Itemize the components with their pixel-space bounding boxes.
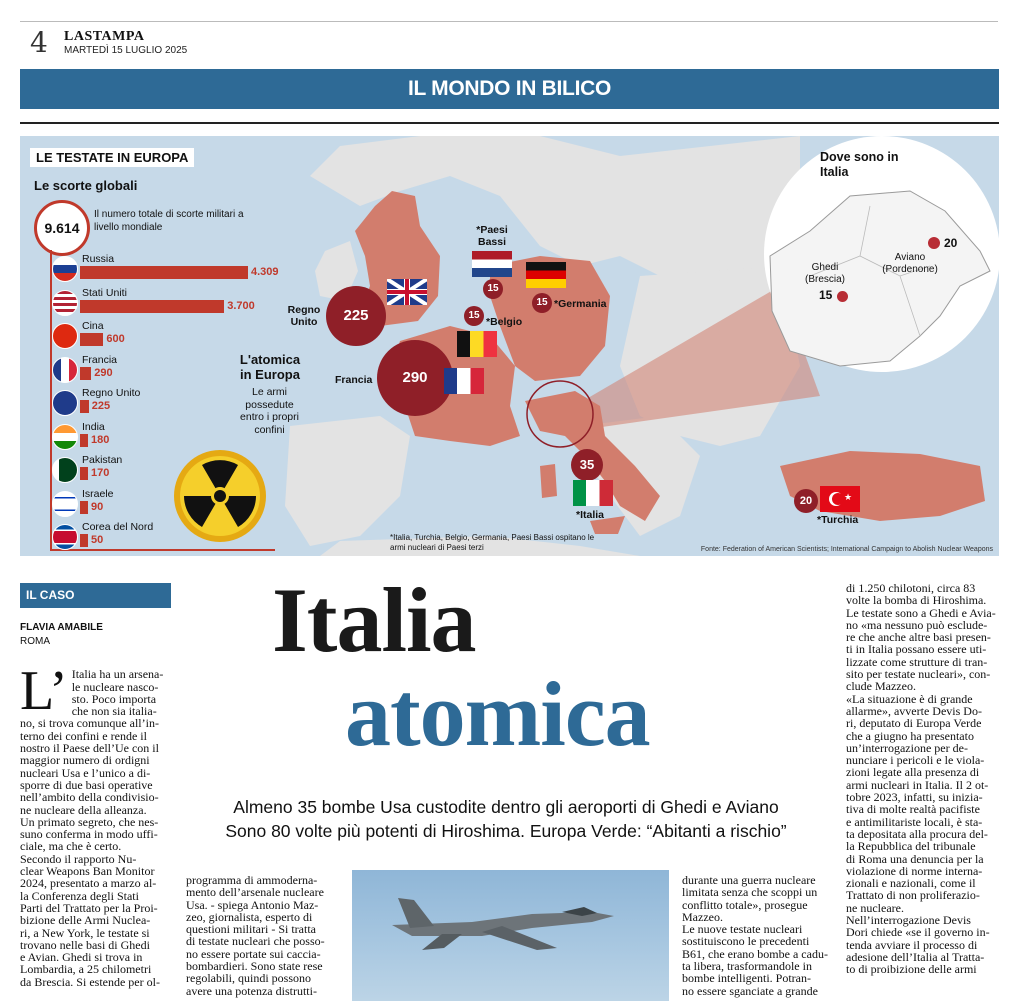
count-italy: 35 xyxy=(571,449,603,481)
aviano-label: Aviano (Pordenone) xyxy=(882,252,938,275)
bar-value-label: 90 xyxy=(91,500,104,513)
flag-uk-icon xyxy=(387,279,427,305)
bar-row xyxy=(50,451,300,485)
bar xyxy=(80,400,89,413)
infographic-subtitle: Le scorte globali xyxy=(34,178,138,193)
article-column-3: durante una guerra nucleare limitata senza che scoppi un conflitto totale», prosegue Mazzeo. Le nuove testate nucleari sostituiscono le precedenti B61, che erano bombe a cadu- ta libera, trasformandole in bombe intelligenti. Potran- no essere sganciate a grande xyxy=(682,874,828,998)
bar-category-label: Regno Unito xyxy=(82,387,141,399)
flag-belgium-icon xyxy=(457,331,497,357)
count-germany: 15 xyxy=(532,293,552,313)
subheadline xyxy=(176,795,836,843)
bar-category-label: Francia xyxy=(82,353,118,366)
count-netherlands: 15 xyxy=(483,279,503,299)
article-column-1 xyxy=(20,656,171,1001)
total-description: Il numero totale di scorte militari a livello mondiale xyxy=(94,209,244,233)
country-flag-icon xyxy=(52,357,78,383)
bar-value-label: 50 xyxy=(91,534,104,546)
label-germany: *Germania xyxy=(554,298,607,310)
ghedi-count: 15 xyxy=(819,288,833,302)
fighter-jet-icon xyxy=(352,870,669,1001)
kicker-il-caso: IL CASO xyxy=(20,583,171,608)
aviano-count: 20 xyxy=(944,236,958,250)
count-france: 290 xyxy=(377,340,453,416)
bar-category-label: Stati Uniti xyxy=(82,286,127,299)
subheadline-line-1: Almeno 35 bombe Usa custodite dentro gli aeroporti di Ghedi e Aviano xyxy=(233,797,779,817)
section-banner: IL MONDO IN BILICO xyxy=(20,69,999,109)
aviano-marker xyxy=(928,237,940,249)
country-flag-icon xyxy=(52,290,78,316)
bar xyxy=(80,300,224,313)
ghedi-marker xyxy=(837,291,848,302)
bar-row xyxy=(50,317,300,351)
section-rule xyxy=(20,122,999,124)
headline-line-1: Italia xyxy=(272,569,476,671)
label-uk: Regno Unito xyxy=(287,304,321,328)
sardinia-shape xyxy=(540,464,557,498)
label-netherlands: *Paesi Bassi xyxy=(476,224,508,248)
bar xyxy=(80,367,91,380)
ghedi-label: Ghedi (Brescia) xyxy=(804,262,845,285)
bar xyxy=(80,434,88,447)
bar-category-label: Corea del Nord xyxy=(82,521,154,533)
author: FLAVIA AMABILE xyxy=(20,622,103,633)
bar-value-label: 3.700 xyxy=(227,299,255,312)
bar-category-label: Pakistan xyxy=(82,454,123,466)
bar xyxy=(80,467,88,480)
bar-row xyxy=(50,518,300,552)
flag-turkey-icon: ★ xyxy=(820,486,860,512)
infographic-tag: LE TESTATE IN EUROPA xyxy=(30,148,194,167)
bar-value-label: 600 xyxy=(106,333,125,345)
flag-netherlands-icon xyxy=(472,251,512,277)
bar-value-label: 170 xyxy=(91,467,110,479)
bar xyxy=(80,266,248,279)
count-turkey: 20 xyxy=(794,489,818,513)
bar xyxy=(80,501,88,514)
column-1-body: no, si trova comunque all’in- terno dei confini e rende il nostro il Paese dell’Ue con il maggior numero di ordigni nucleari Usa e l’unico a di- sporre di due basi operative nell’ambito della condivisio- ne nucleare della alleanza. Un primato segreto, che nes- suno conferma in modo uffi- ciale, ma che è certo. Secondo il rapporto Nu- clear Weapons Ban Monitor 2024, presentato a marzo al- la Conferenza degli Stati Parti del Trattato per la Proi- bizione delle Armi Nuclea- ri, a New York, le testate si trovano nelle basi di Ghedi e Avian. Ghedi si trova in Lombardia, a 25 chilometri da Brescia. Si estende per ol- xyxy=(20,716,160,989)
bar xyxy=(80,333,103,346)
flag-france-icon xyxy=(444,368,484,394)
bar-category-label: Russia xyxy=(82,253,115,265)
label-belgium: *Belgio xyxy=(486,316,523,328)
country-flag-icon xyxy=(52,424,78,450)
country-flag-icon xyxy=(52,390,78,416)
flag-italy-icon xyxy=(573,480,613,506)
top-rule xyxy=(20,21,998,22)
subheadline-line-2: Sono 80 volte più potenti di Hiroshima. Europa Verde: “Abitanti a rischio” xyxy=(225,821,787,841)
bar xyxy=(80,534,88,547)
fighter-jet-photo xyxy=(352,870,669,1001)
country-flag-icon xyxy=(52,491,78,517)
country-flag-icon xyxy=(52,256,78,282)
bar-row xyxy=(50,284,300,318)
label-turkey: *Turchia xyxy=(817,514,859,526)
inset-title: Dove sono in Italia xyxy=(820,150,899,179)
page-number: 4 xyxy=(30,26,48,59)
atomica-description: Le armi possedute entro i propri confini xyxy=(240,386,299,436)
bar-value-label: 225 xyxy=(91,400,111,412)
count-belgium: 15 xyxy=(464,306,484,326)
country-flag-icon xyxy=(52,323,78,349)
country-flag-icon xyxy=(52,457,78,483)
count-uk: 225 xyxy=(326,286,386,346)
infographic xyxy=(20,136,999,556)
total-circle: 9.614 xyxy=(34,200,90,256)
article-column-4: di 1.250 chilotoni, circa 83 volte la bomba di Hiroshima. Le testate sono a Ghedi e Avia- no «ma nessuno può esclude- re che anche altre basi presen- ti in Italia possano essere uti- lizzate come strutture di tran- sito per testate nucleari», con- clude Mazzeo. «La situazione è di grande allarme», avverte Devis Do- ri, deputato di Europa Verde che a giugno ha presentato un’interrogazione per de- nunciare i pericoli e le viola- zioni legate alla presenza di armi nucleari in Italia. Il 2 ot- tobre 2023, infatti, su inizia- tiva di molte realtà pacifiste e antimilitariste locali, è sta- ta depositata alla procura del- la Repubblica del tribunale di Roma una denuncia per la violazione di norme interna- zionali e nazionali, come il Trattato di non proliferazio- ne nucleare. Nell’interrogazione Devis Dori chiede «se il governo in- tenda avviare il processo di adesione dell’Italia al Tratta- to di proibizione delle armi xyxy=(846,582,996,977)
bar-row xyxy=(50,250,300,284)
country-flag-icon xyxy=(52,524,78,550)
flag-germany-icon xyxy=(526,262,566,288)
bar-category-label: Cina xyxy=(82,320,104,332)
label-france: Francia xyxy=(335,374,373,386)
bar-category-label: Israele xyxy=(82,487,114,500)
bar-category-label: India xyxy=(82,420,105,433)
issue-date: MARTEDÌ 15 LUGLIO 2025 xyxy=(64,45,188,56)
label-italy: *Italia xyxy=(576,509,605,521)
drop-cap: L’ xyxy=(20,660,68,723)
newspaper-logo: LASTAMPA xyxy=(64,29,145,44)
dateline-place: ROMA xyxy=(20,636,50,647)
article-column-2: programma di ammoderna- mento dell’arsenale nucleare Usa. - spiega Antonio Maz- zeo, giornalista, esperto di questioni militari - Si tratta di testate nucleari che posso- no essere portate sui caccia- bombardieri. Sono state rese regolabili, quindi possono avere una potenza distrutti- xyxy=(186,874,325,998)
infographic-footnote: *Italia, Turchia, Belgio, Germania, Paesi Bassi ospitano le armi nucleari di Paesi terzi xyxy=(390,533,595,552)
bar-value-label: 180 xyxy=(91,433,110,446)
bar-value-label: 4.309 xyxy=(251,266,279,278)
infographic-source: Fonte: Federation of American Scientists; International Campaign to Abolish Nuclear Weapons xyxy=(700,546,993,553)
bar-row xyxy=(50,485,300,519)
headline-line-2: atomica xyxy=(345,663,650,765)
atomica-title: L'atomica in Europa xyxy=(239,352,301,382)
bar-value-label: 290 xyxy=(94,366,113,379)
column-1-lead: Italia ha un arsena- le nucleare nasco- sto. Poco importa che non sia italia- xyxy=(71,667,164,719)
